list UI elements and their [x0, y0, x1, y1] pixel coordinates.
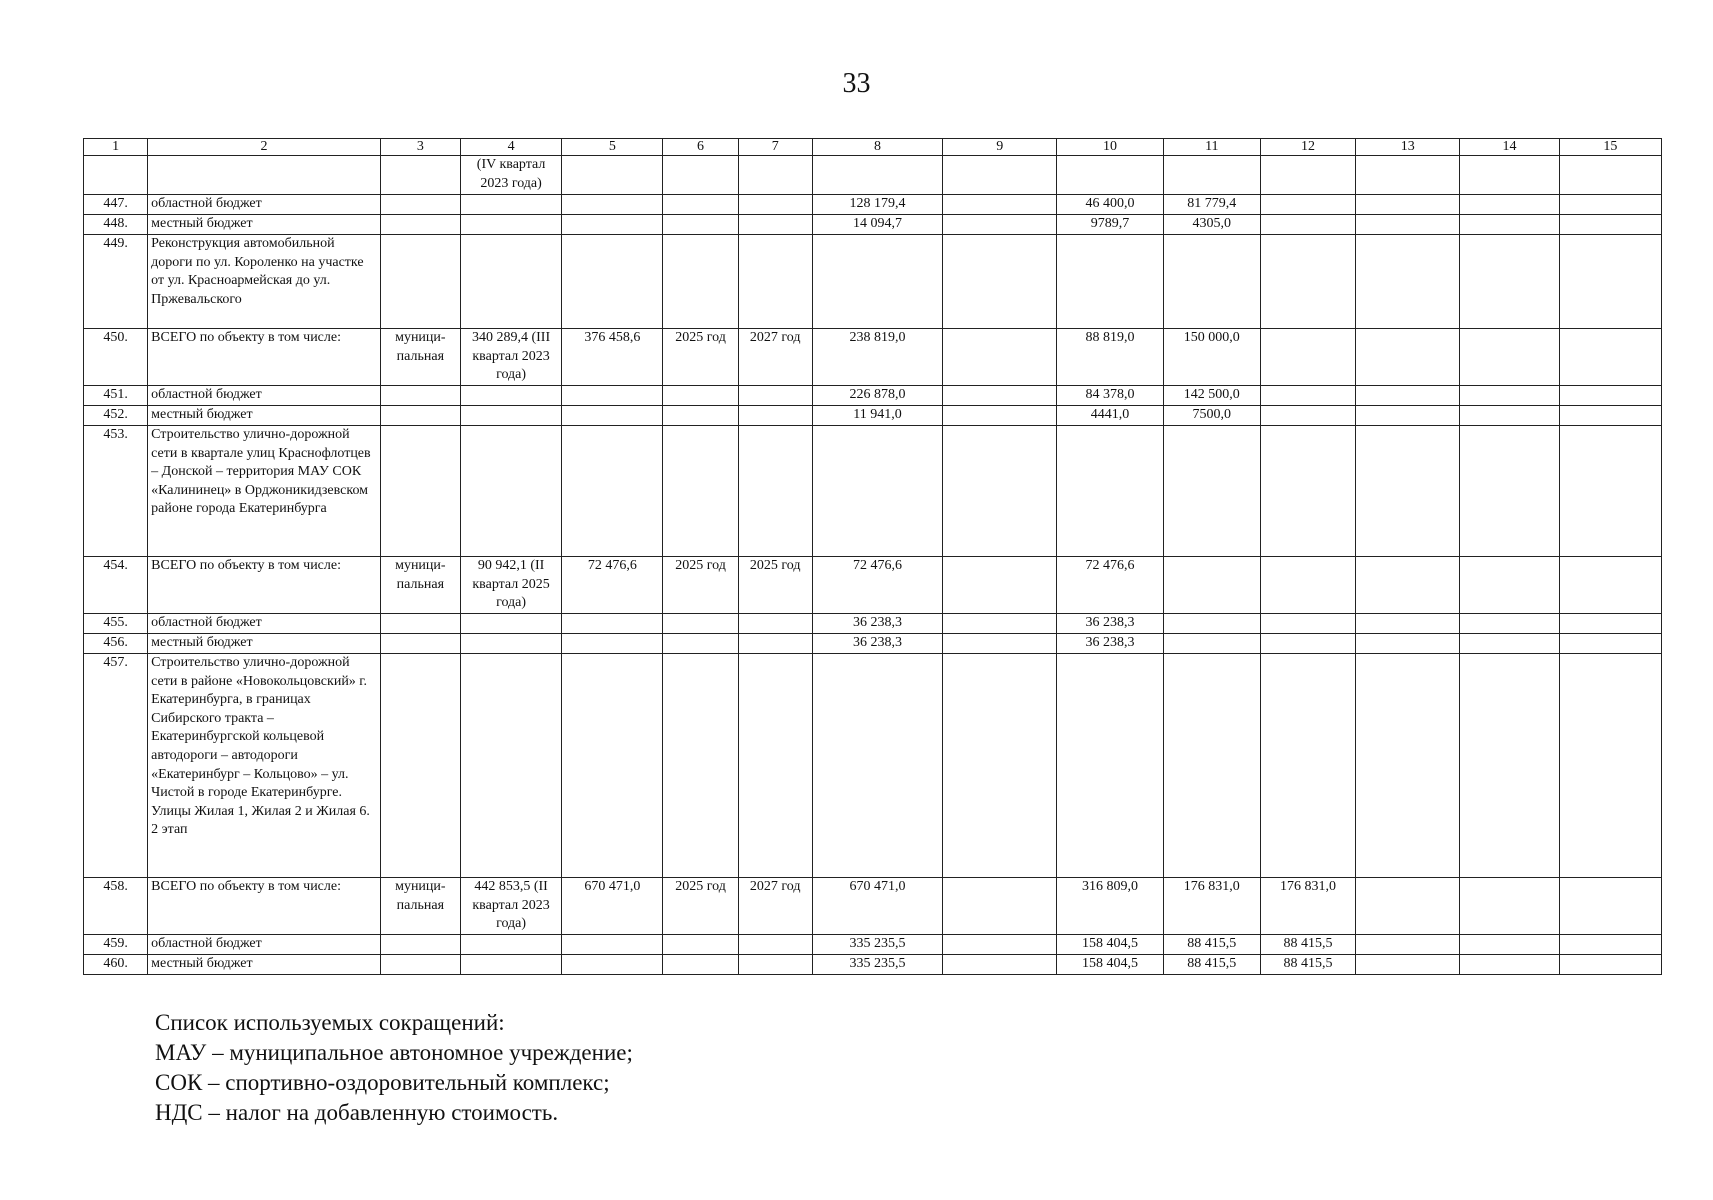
value-cell	[1460, 614, 1559, 634]
value-cell	[1460, 557, 1559, 614]
table-row	[84, 426, 1662, 557]
value-cell	[1559, 878, 1661, 935]
value-cell	[943, 195, 1057, 215]
value-cell	[1260, 329, 1355, 386]
value-cell	[1260, 634, 1355, 654]
description-cell: Реконструкция автомобильной дороги по ул. Короленко на участке от ул. Красноармейская до ул. Пржевальского	[148, 235, 381, 329]
value-cell	[1460, 654, 1559, 878]
value-cell: 335 235,5	[812, 955, 942, 975]
value-cell	[1356, 329, 1460, 386]
value-cell: 4441,0	[1057, 406, 1163, 426]
value-cell	[562, 634, 663, 654]
value-cell: 88 415,5	[1163, 935, 1260, 955]
value-cell	[1356, 614, 1460, 634]
value-cell	[460, 935, 561, 955]
value-cell	[663, 195, 738, 215]
table-row	[84, 156, 1662, 195]
value-cell	[738, 386, 812, 406]
value-cell	[562, 406, 663, 426]
value-cell	[1559, 614, 1661, 634]
value-cell	[380, 215, 460, 235]
value-cell	[1356, 235, 1460, 329]
value-cell	[738, 235, 812, 329]
description-cell: местный бюджет	[148, 634, 381, 654]
value-cell	[943, 654, 1057, 878]
value-cell	[738, 406, 812, 426]
value-cell	[663, 935, 738, 955]
value-cell	[1356, 955, 1460, 975]
value-cell	[943, 215, 1057, 235]
value-cell	[1356, 935, 1460, 955]
column-number-cell: 9	[943, 139, 1057, 156]
value-cell: 11 941,0	[812, 406, 942, 426]
value-cell: муници-пальная	[380, 878, 460, 935]
value-cell	[812, 654, 942, 878]
value-cell: 88 415,5	[1163, 955, 1260, 975]
value-cell	[738, 955, 812, 975]
value-cell	[738, 156, 812, 195]
value-cell	[1356, 426, 1460, 557]
row-number-cell: 453.	[84, 426, 148, 557]
row-number-cell: 456.	[84, 634, 148, 654]
column-number-cell: 8	[812, 139, 942, 156]
value-cell	[1163, 614, 1260, 634]
value-cell: 176 831,0	[1163, 878, 1260, 935]
row-number-cell: 450.	[84, 329, 148, 386]
value-cell	[1260, 235, 1355, 329]
value-cell	[460, 406, 561, 426]
value-cell: 72 476,6	[1057, 557, 1163, 614]
value-cell	[812, 156, 942, 195]
value-cell	[562, 386, 663, 406]
table-row	[84, 955, 1662, 975]
value-cell	[380, 614, 460, 634]
table-row	[84, 654, 1662, 878]
value-cell: 2027 год	[738, 878, 812, 935]
row-number-cell: 447.	[84, 195, 148, 215]
value-cell: 2025 год	[663, 329, 738, 386]
value-cell	[943, 329, 1057, 386]
column-number-cell: 2	[148, 139, 381, 156]
value-cell	[1460, 156, 1559, 195]
value-cell	[460, 955, 561, 975]
value-cell	[1559, 426, 1661, 557]
column-number-cell: 3	[380, 139, 460, 156]
value-cell: 340 289,4 (III квартал 2023 года)	[460, 329, 561, 386]
column-number-cell: 12	[1260, 139, 1355, 156]
value-cell	[1057, 426, 1163, 557]
value-cell	[1559, 935, 1661, 955]
abbreviation-item: МАУ – муниципальное автономное учреждение;	[155, 1040, 633, 1065]
value-cell: 376 458,6	[562, 329, 663, 386]
value-cell	[1260, 215, 1355, 235]
row-number-cell: 457.	[84, 654, 148, 878]
value-cell	[663, 634, 738, 654]
value-cell	[1356, 195, 1460, 215]
column-number-cell: 13	[1356, 139, 1460, 156]
value-cell	[1559, 634, 1661, 654]
value-cell: 72 476,6	[562, 557, 663, 614]
value-cell	[562, 614, 663, 634]
value-cell	[943, 634, 1057, 654]
value-cell: 176 831,0	[1260, 878, 1355, 935]
value-cell: муници-пальная	[380, 557, 460, 614]
table-row	[84, 406, 1662, 426]
value-cell	[812, 235, 942, 329]
column-number-row	[84, 139, 1662, 156]
value-cell	[1163, 654, 1260, 878]
value-cell: 2025 год	[663, 557, 738, 614]
table-row	[84, 329, 1662, 386]
value-cell	[562, 955, 663, 975]
row-number-cell: 448.	[84, 215, 148, 235]
value-cell	[460, 654, 561, 878]
table-row	[84, 195, 1662, 215]
value-cell: 81 779,4	[1163, 195, 1260, 215]
value-cell	[1559, 215, 1661, 235]
value-cell	[1460, 878, 1559, 935]
column-number-cell: 11	[1163, 139, 1260, 156]
value-cell	[460, 386, 561, 406]
table-row	[84, 557, 1662, 614]
value-cell: 88 819,0	[1057, 329, 1163, 386]
page-number: 33	[842, 68, 871, 99]
value-cell: 158 404,5	[1057, 955, 1163, 975]
value-cell	[1356, 878, 1460, 935]
value-cell	[943, 935, 1057, 955]
abbreviations-title: Список используемых сокращений:	[155, 1010, 505, 1035]
value-cell: 142 500,0	[1163, 386, 1260, 406]
description-cell: областной бюджет	[148, 386, 381, 406]
value-cell: 128 179,4	[812, 195, 942, 215]
value-cell	[943, 557, 1057, 614]
value-cell: 88 415,5	[1260, 955, 1355, 975]
description-cell: областной бюджет	[148, 935, 381, 955]
value-cell: 158 404,5	[1057, 935, 1163, 955]
value-cell	[1460, 386, 1559, 406]
value-cell: 46 400,0	[1057, 195, 1163, 215]
value-cell	[1356, 654, 1460, 878]
abbreviations-list	[155, 1008, 633, 1128]
value-cell	[1460, 406, 1559, 426]
value-cell	[1163, 634, 1260, 654]
value-cell	[738, 935, 812, 955]
value-cell	[1260, 156, 1355, 195]
value-cell	[1356, 386, 1460, 406]
value-cell	[738, 426, 812, 557]
value-cell	[1260, 406, 1355, 426]
value-cell	[460, 426, 561, 557]
value-cell	[1460, 195, 1559, 215]
value-cell: 150 000,0	[1163, 329, 1260, 386]
value-cell: 90 942,1 (II квартал 2025 года)	[460, 557, 561, 614]
column-number-cell: 10	[1057, 139, 1163, 156]
value-cell	[943, 386, 1057, 406]
value-cell: 36 238,3	[1057, 614, 1163, 634]
value-cell	[460, 614, 561, 634]
value-cell	[1356, 156, 1460, 195]
description-cell: ВСЕГО по объекту в том числе:	[148, 329, 381, 386]
column-number-cell: 7	[738, 139, 812, 156]
value-cell	[380, 955, 460, 975]
row-number-cell: 459.	[84, 935, 148, 955]
value-cell	[380, 935, 460, 955]
row-number-cell: 451.	[84, 386, 148, 406]
row-number-cell: 449.	[84, 235, 148, 329]
row-number-cell: 460.	[84, 955, 148, 975]
column-number-cell: 6	[663, 139, 738, 156]
description-cell: областной бюджет	[148, 195, 381, 215]
value-cell	[1460, 634, 1559, 654]
value-cell	[663, 955, 738, 975]
value-cell	[1057, 235, 1163, 329]
row-number-cell	[84, 156, 148, 195]
value-cell: 36 238,3	[812, 614, 942, 634]
value-cell	[1163, 235, 1260, 329]
value-cell: 84 378,0	[1057, 386, 1163, 406]
table-row	[84, 878, 1662, 935]
value-cell	[1559, 557, 1661, 614]
value-cell: 2025 год	[738, 557, 812, 614]
value-cell: 226 878,0	[812, 386, 942, 406]
value-cell	[663, 406, 738, 426]
table-row	[84, 634, 1662, 654]
value-cell	[663, 235, 738, 329]
value-cell: 36 238,3	[812, 634, 942, 654]
value-cell	[663, 654, 738, 878]
value-cell: 88 415,5	[1260, 935, 1355, 955]
value-cell: 670 471,0	[812, 878, 942, 935]
value-cell: 442 853,5 (II квартал 2023 года)	[460, 878, 561, 935]
value-cell	[1559, 156, 1661, 195]
value-cell	[943, 426, 1057, 557]
value-cell	[1356, 634, 1460, 654]
value-cell	[460, 235, 561, 329]
value-cell	[943, 406, 1057, 426]
row-number-cell: 452.	[84, 406, 148, 426]
value-cell	[562, 426, 663, 557]
table-row	[84, 614, 1662, 634]
value-cell	[1163, 557, 1260, 614]
value-cell	[380, 654, 460, 878]
value-cell	[1356, 557, 1460, 614]
value-cell	[1356, 406, 1460, 426]
column-number-cell: 1	[84, 139, 148, 156]
value-cell	[380, 386, 460, 406]
value-cell	[562, 235, 663, 329]
value-cell	[738, 195, 812, 215]
description-cell: областной бюджет	[148, 614, 381, 634]
value-cell: 2025 год	[663, 878, 738, 935]
value-cell	[460, 215, 561, 235]
value-cell	[562, 215, 663, 235]
value-cell	[1356, 215, 1460, 235]
value-cell	[738, 614, 812, 634]
description-cell: местный бюджет	[148, 955, 381, 975]
row-number-cell: 458.	[84, 878, 148, 935]
value-cell	[1057, 156, 1163, 195]
row-number-cell: 455.	[84, 614, 148, 634]
value-cell	[1559, 329, 1661, 386]
value-cell	[1559, 386, 1661, 406]
value-cell	[460, 634, 561, 654]
value-cell: 36 238,3	[1057, 634, 1163, 654]
value-cell	[812, 426, 942, 557]
value-cell	[562, 156, 663, 195]
value-cell	[1460, 215, 1559, 235]
value-cell	[562, 195, 663, 215]
value-cell	[943, 156, 1057, 195]
value-cell	[1057, 654, 1163, 878]
value-cell	[943, 878, 1057, 935]
value-cell	[738, 215, 812, 235]
value-cell	[1460, 955, 1559, 975]
value-cell	[663, 215, 738, 235]
value-cell	[663, 426, 738, 557]
value-cell: 7500,0	[1163, 406, 1260, 426]
value-cell	[943, 955, 1057, 975]
table-body	[84, 139, 1662, 975]
value-cell	[380, 156, 460, 195]
table-row	[84, 935, 1662, 955]
column-number-cell: 4	[460, 139, 561, 156]
value-cell: 335 235,5	[812, 935, 942, 955]
value-cell	[1460, 935, 1559, 955]
value-cell	[1163, 426, 1260, 557]
value-cell	[663, 156, 738, 195]
value-cell	[1260, 654, 1355, 878]
value-cell: 72 476,6	[812, 557, 942, 614]
value-cell: муници-пальная	[380, 329, 460, 386]
value-cell	[663, 386, 738, 406]
value-cell: (IV квартал 2023 года)	[460, 156, 561, 195]
value-cell: 9789,7	[1057, 215, 1163, 235]
value-cell	[1460, 235, 1559, 329]
column-number-cell: 14	[1460, 139, 1559, 156]
value-cell	[943, 235, 1057, 329]
description-cell	[148, 156, 381, 195]
value-cell	[1559, 235, 1661, 329]
value-cell	[1559, 195, 1661, 215]
value-cell: 4305,0	[1163, 215, 1260, 235]
value-cell	[1260, 557, 1355, 614]
value-cell	[380, 426, 460, 557]
abbreviation-item: НДС – налог на добавленную стоимость.	[155, 1100, 559, 1125]
value-cell	[1260, 195, 1355, 215]
value-cell	[460, 195, 561, 215]
value-cell	[738, 634, 812, 654]
description-cell: Строительство улично-дорожной сети в квартале улиц Краснофлотцев – Донской – территория МАУ СОК «Калининец» в Орджоникидзевском районе города Екатеринбурга	[148, 426, 381, 557]
value-cell	[562, 935, 663, 955]
value-cell	[943, 614, 1057, 634]
table-row	[84, 386, 1662, 406]
value-cell: 316 809,0	[1057, 878, 1163, 935]
value-cell	[1460, 426, 1559, 557]
table-row	[84, 235, 1662, 329]
value-cell	[380, 634, 460, 654]
value-cell	[562, 654, 663, 878]
value-cell	[1260, 426, 1355, 557]
value-cell: 2027 год	[738, 329, 812, 386]
value-cell	[1460, 329, 1559, 386]
value-cell: 14 094,7	[812, 215, 942, 235]
value-cell	[1559, 955, 1661, 975]
value-cell	[1559, 406, 1661, 426]
value-cell	[380, 195, 460, 215]
table-row	[84, 215, 1662, 235]
value-cell	[1260, 386, 1355, 406]
column-number-cell: 5	[562, 139, 663, 156]
description-cell: местный бюджет	[148, 215, 381, 235]
value-cell	[1559, 654, 1661, 878]
description-cell: ВСЕГО по объекту в том числе:	[148, 557, 381, 614]
row-number-cell: 454.	[84, 557, 148, 614]
value-cell	[380, 235, 460, 329]
value-cell	[663, 614, 738, 634]
value-cell	[380, 406, 460, 426]
description-cell: ВСЕГО по объекту в том числе:	[148, 878, 381, 935]
value-cell	[1163, 156, 1260, 195]
value-cell	[1260, 614, 1355, 634]
description-cell: Строительство улично-дорожной сети в районе «Новокольцовский» г. Екатеринбурга, в границах Сибирского тракта – Екатеринбургской кольцевой автодороги – автодороги «Екатеринбург – Кольцово» – ул. Чистой в городе Екатеринбурге. Улицы Жилая 1, Жилая 2 и Жилая 6. 2 этап	[148, 654, 381, 878]
abbreviation-item: СОК – спортивно-оздоровительный комплекс;	[155, 1070, 610, 1095]
column-number-cell: 15	[1559, 139, 1661, 156]
budget-table	[83, 138, 1662, 975]
description-cell: местный бюджет	[148, 406, 381, 426]
value-cell	[738, 654, 812, 878]
value-cell: 670 471,0	[562, 878, 663, 935]
value-cell: 238 819,0	[812, 329, 942, 386]
